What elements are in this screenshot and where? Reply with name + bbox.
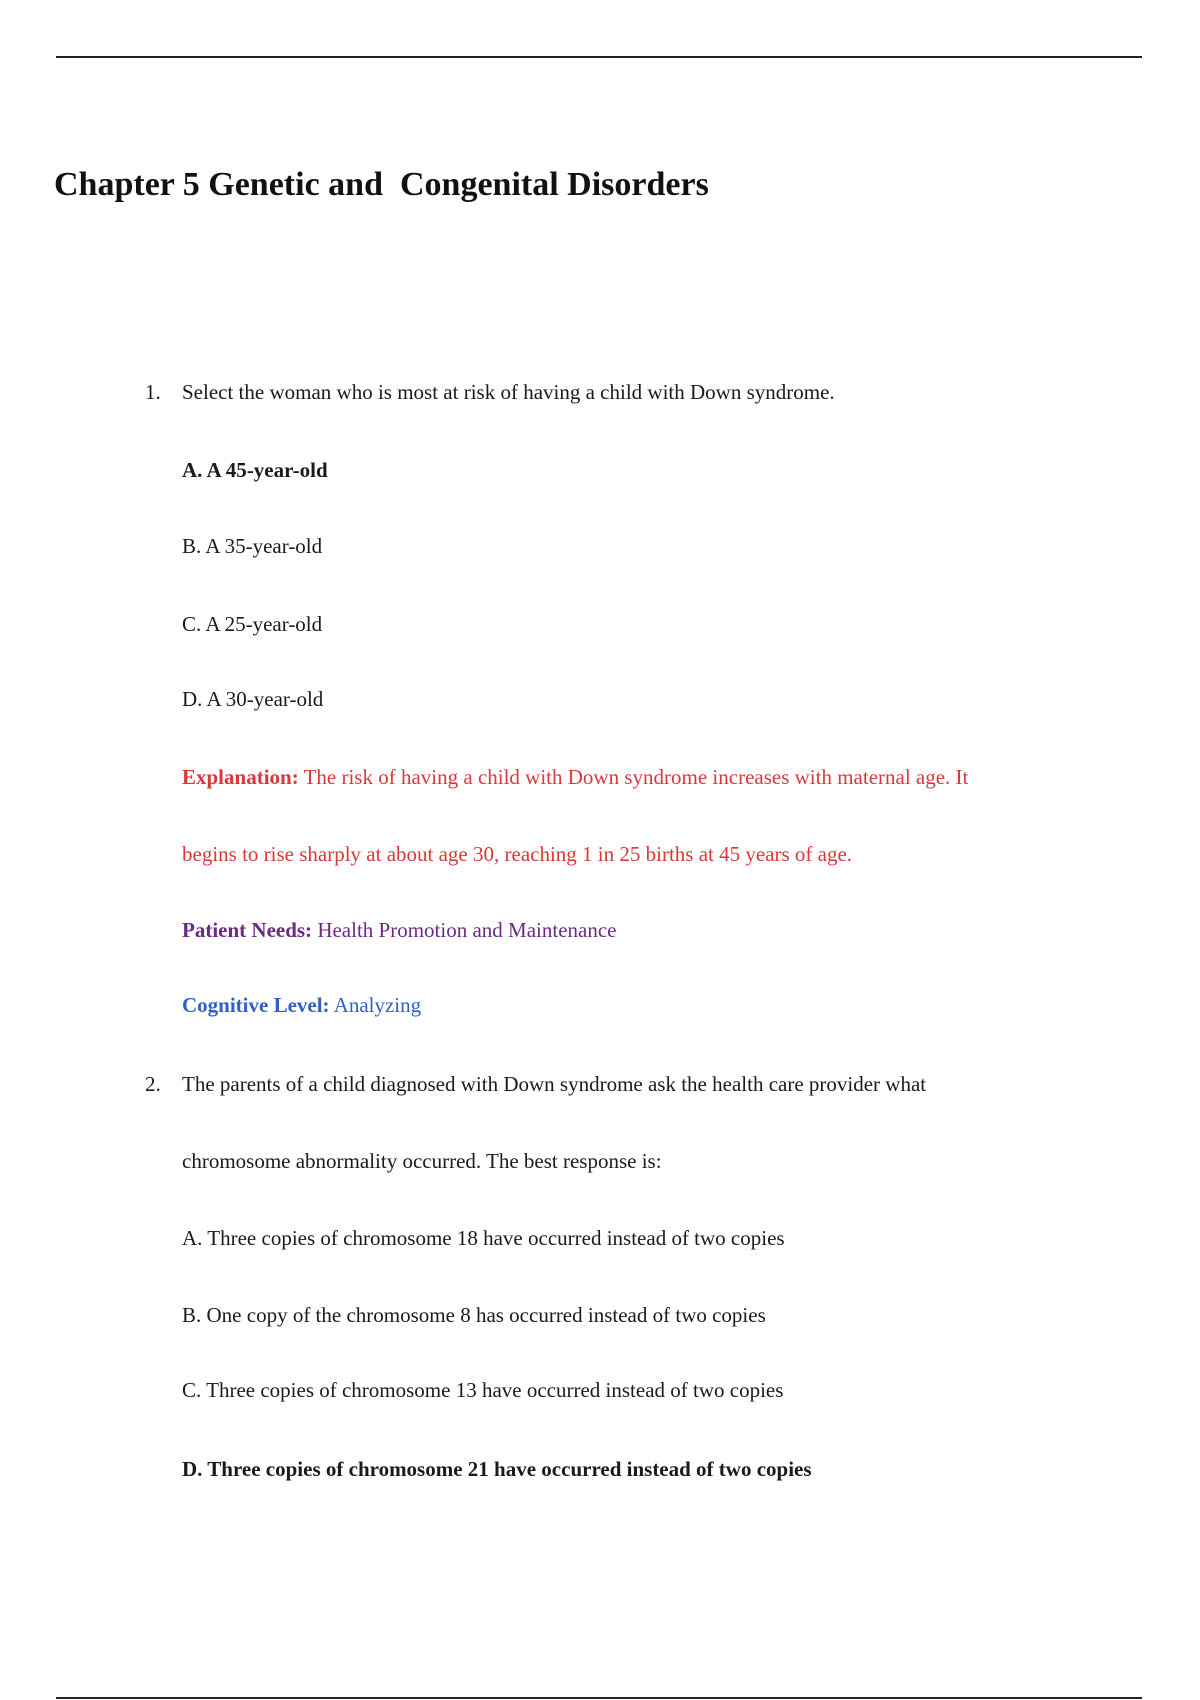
page-title: Chapter 5 Genetic and Congenital Disorders	[54, 166, 709, 203]
explanation-text-line2: begins to rise sharply at about age 30, reaching 1 in 25 births at 45 years of age.	[182, 842, 853, 866]
question-stem-line2: chromosome abnormality occurred. The best response is:	[182, 1149, 662, 1173]
cognitive-level-label: Cognitive Level:	[182, 993, 330, 1017]
question-stem: Select the woman who is most at risk of having a child with Down syndrome.	[182, 380, 835, 404]
answer-option-d[interactable]: D. A 30-year-old	[182, 687, 324, 711]
bottom-rule	[56, 1697, 1142, 1699]
question-number: 2.	[145, 1072, 161, 1096]
question-number: 1.	[145, 380, 161, 404]
question-stem-line1: The parents of a child diagnosed with Down syndrome ask the health care provider what	[182, 1072, 927, 1096]
explanation	[182, 767, 968, 788]
cognitive-level	[182, 995, 421, 1016]
answer-option-d[interactable]: D. Three copies of chromosome 21 have occurred instead of two copies	[182, 1457, 812, 1481]
answer-option-b[interactable]: B. A 35-year-old	[182, 534, 323, 558]
answer-option-c[interactable]: C. A 25-year-old	[182, 612, 323, 636]
patient-needs	[182, 920, 616, 941]
cognitive-level-value: Analyzing	[329, 993, 422, 1017]
patient-needs-value: Health Promotion and Maintenance	[312, 918, 617, 942]
answer-option-b[interactable]: B. One copy of the chromosome 8 has occurred instead of two copies	[182, 1303, 766, 1327]
explanation-label: Explanation:	[182, 765, 299, 789]
answer-option-c[interactable]: C. Three copies of chromosome 13 have occurred instead of two copies	[182, 1378, 784, 1402]
answer-option-a[interactable]: A. A 45-year-old	[182, 458, 328, 482]
patient-needs-label: Patient Needs:	[182, 918, 313, 942]
explanation-text-line1: The risk of having a child with Down syndrome increases with maternal age. It	[298, 765, 969, 789]
top-rule	[56, 56, 1142, 58]
answer-option-a[interactable]: A. Three copies of chromosome 18 have occurred instead of two copies	[182, 1226, 785, 1250]
